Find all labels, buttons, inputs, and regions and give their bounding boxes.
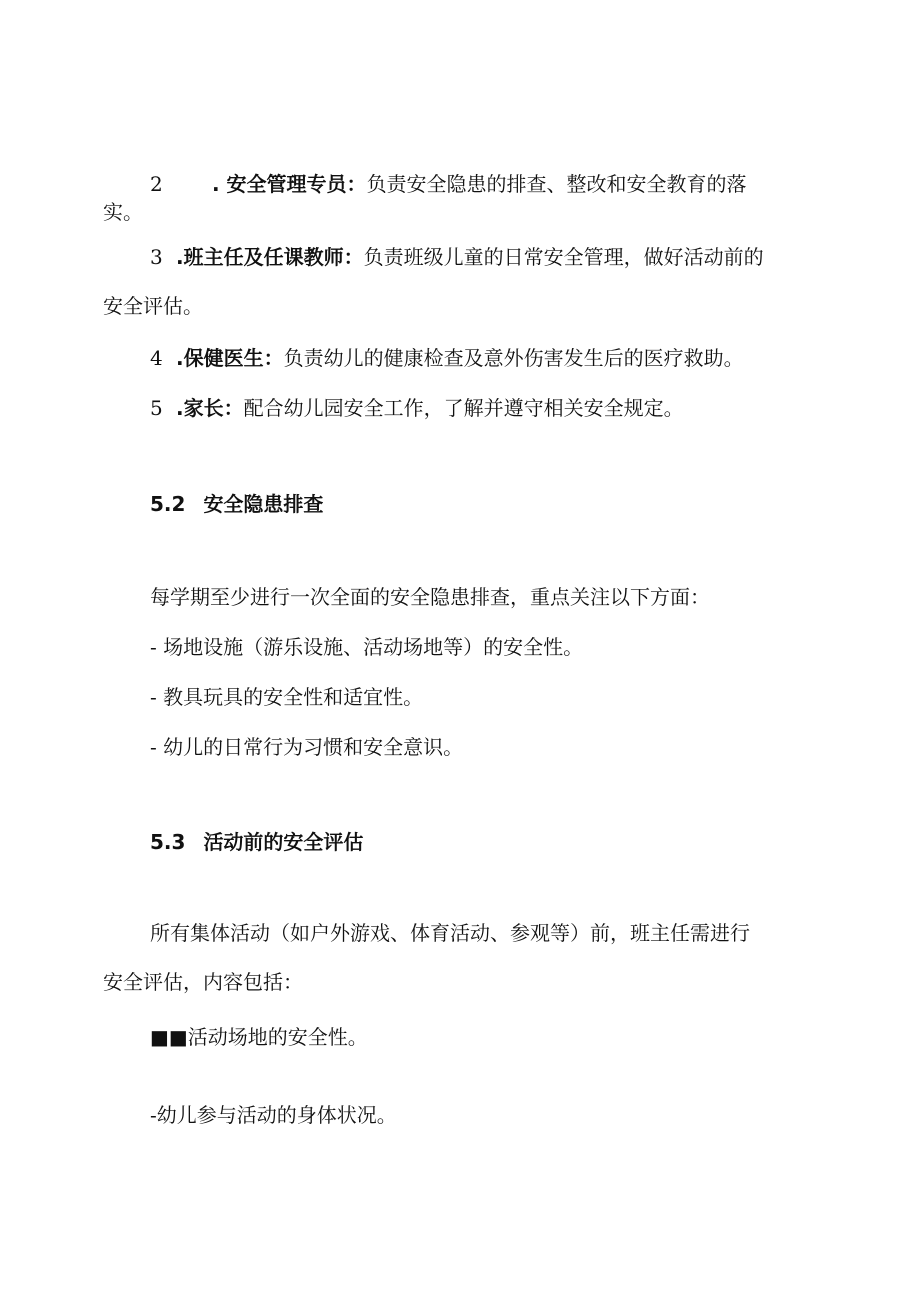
role-title: . 安全管理专员： [212, 172, 367, 196]
section-title: 活动前的安全评估 [203, 830, 364, 854]
role-item-5 [150, 394, 684, 422]
role-number: 3 [150, 245, 163, 269]
role-item-2-continuation: 实。 [103, 200, 143, 224]
role-text: 负责安全隐患的排查、整改和安全教育的落 [366, 172, 747, 196]
section-5-3-intro-continuation: 安全评估，内容包括： [103, 970, 303, 994]
section-heading-5-3 [150, 828, 363, 856]
role-title: .保健医生： [176, 346, 284, 370]
section-number: 5.3 [150, 830, 186, 854]
role-number: 4 [150, 346, 163, 370]
role-text: 配合幼儿园安全工作，了解并遵守相关安全规定。 [243, 396, 684, 420]
section-5-2-intro: 每学期至少进行一次全面的安全隐患排查，重点关注以下方面： [150, 585, 710, 609]
role-title: .班主任及任课教师： [176, 245, 364, 269]
section-5-3-intro: 所有集体活动（如户外游戏、体育活动、参观等）前，班主任需进行 [150, 921, 750, 945]
role-item-4 [150, 344, 744, 372]
role-number: 5 [150, 396, 163, 420]
role-number: 2 [150, 172, 163, 196]
role-text: 负责班级儿童的日常安全管理，做好活动前的 [363, 245, 764, 269]
role-item-2 [150, 170, 747, 198]
list-item: - 幼儿的日常行为习惯和安全意识。 [150, 735, 464, 759]
role-item-3 [150, 243, 764, 271]
section-title: 安全隐患排查 [203, 492, 324, 516]
list-item: -幼儿参与活动的身体状况。 [150, 1103, 397, 1127]
list-item: - 教具玩具的安全性和适宜性。 [150, 685, 424, 709]
section-number: 5.2 [150, 492, 186, 516]
role-item-3-continuation: 安全评估。 [103, 294, 203, 318]
role-text: 负责幼儿的健康检查及意外伤害发生后的医疗救助。 [283, 346, 744, 370]
list-item: - 场地设施（游乐设施、活动场地等）的安全性。 [150, 635, 584, 659]
role-title: .家长： [176, 396, 244, 420]
section-heading-5-2 [150, 490, 323, 518]
list-item: ■■活动场地的安全性。 [150, 1025, 368, 1049]
